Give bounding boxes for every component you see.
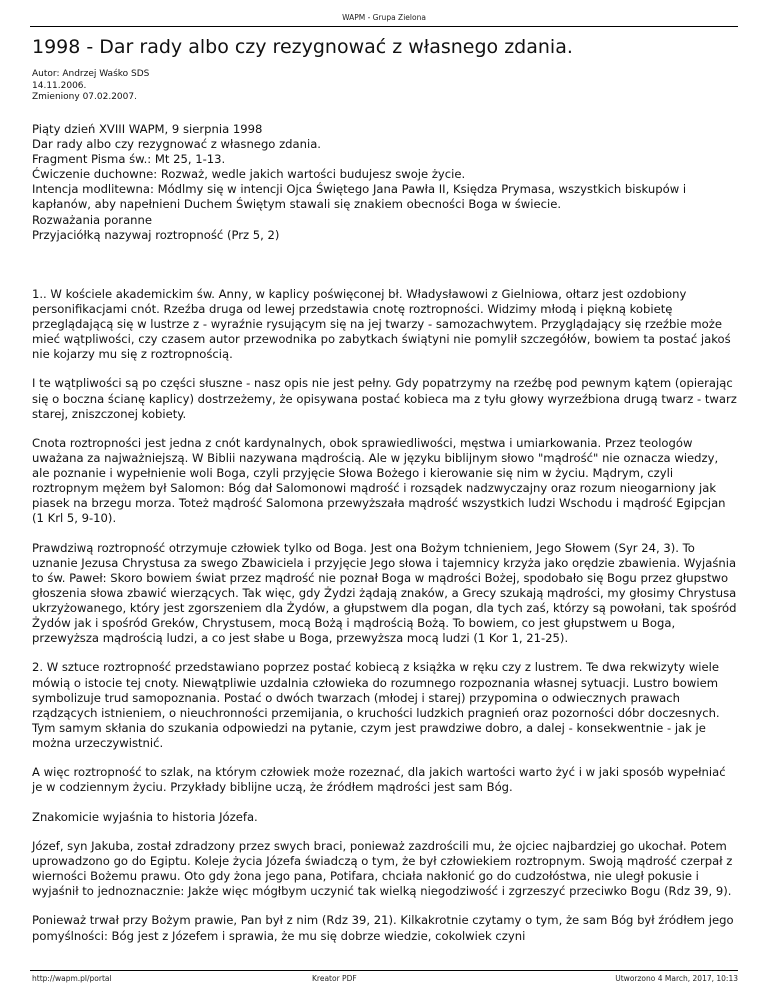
footer-url: http://wapm.pl/portal [32, 974, 112, 983]
date-line: 14.11.2006. [32, 80, 87, 91]
footer-created: Utworzono 4 March, 2017, 10:13 [615, 974, 738, 983]
body-paragraph: 1.. W kościele akademickim św. Anny, w kaplicy poświęconej bł. Władysławowi z Gielniowa, ołtarz jest ozdobiony personifikacjami cnót. Rzeźba druga od lewej przedstawia cnotę roztropności. Widzimy młodą i piękną kobietę przeglądającą się w lustrze z - wyraźnie rysującym się na jej twarzy - samozachwytem. Przyglądający się rzeźbie może mieć wątpliwości, czy czasem autor przewodnika po zabytkach świątyni nie pomylił szczegółów, bowiem ta postać jakoś nie kojarzy mu się z roztropnością. [32, 286, 731, 362]
running-header: WAPM - Grupa Zielona [342, 13, 426, 22]
footer-tool: Kreator PDF [312, 974, 357, 983]
article-body [32, 122, 738, 958]
intro-line: Piąty dzień XVIII WAPM, 9 sierpnia 1998 [32, 122, 263, 136]
intro-line: Rozważania poranne [32, 212, 153, 227]
body-paragraph: I te wątpliwości są po części słuszne - nasz opis nie jest pełny. Gdy popatrzymy na rzeźbę pod pewnym kątem (opierając się o boczna ścianę kaplicy) dostrzeżemy, że opisywana postać kobieca ma z tyłu głowy wyrzeźbiona drugą twarz - twarz starej, zniszczonej kobiety. [32, 376, 737, 421]
body-paragraph: Znakomicie wyjaśnia to historia Józefa. [32, 809, 258, 824]
body-paragraph: Józef, syn Jakuba, został zdradzony przez swych braci, ponieważ zazdrościli mu, że ojciec najbardziej go ukochał. Potem uprowadzono go do Egiptu. Koleje życia Józefa świadczą o tym, że był człowiekiem roztropnym. Swoją mądrość czerpał z wierności Bożemu prawu. Oto gdy żona jego pana, Potifara, chciała nakłonić go do cudzołóstwa, nie uległ pokusie i wyjaśnił to jednoznacznie: Jakże więc mógłbym uczynić tak wielką niegodziwość i zgrzeszyć przeciwko Bogu (Rdz 39, 9). [32, 838, 733, 899]
header-rule [30, 26, 738, 27]
body-paragraph: A więc roztropność to szlak, na którym człowiek może rozeznać, dla jakich wartości warto żyć i w jaki sposób wypełniać je w codziennym życiu. Przykłady biblijne uczą, że źródłem mądrości jest sam Bóg. [32, 765, 726, 795]
intro-line: Intencja modlitewna: Módlmy się w intencji Ojca Świętego Jana Pawła II, Księdza Prymasa, wszystkich biskupów i kapłanów, aby napełnieni Duchem Świętym stawali się znakiem obecności Boga w świecie. [32, 182, 687, 212]
body-paragraph: Prawdziwą roztropność otrzymuje człowiek tylko od Boga. Jest ona Bożym tchnieniem, Jego Słowem (Syr 24, 3). To uznanie Jezusa Chrystusa za swego Zbawiciela i przyjęcie Jego słowa i tajemnicy krzyża jako orędzie zbawienia. Wyjaśnia to św. Paweł: Skoro bowiem świat przez mądrość nie poznał Boga w mądrości Bożej, spodobało się Bogu przez głupstwo głoszenia słowa zbawić wierzących. Tak więc, gdy Żydzi żądają znaków, a Grecy szukają mądrości, my głosimy Chrystusa ukrzyżowanego, który jest zgorszeniem dla Żydów, a głupstwem dla pogan, dla tych zaś, którzy są powołani, tak spośród Żydów jak i spośród Greków, Chrystusem, mocą Bożą i mądrością Bożą. To bowiem, co jest głupstwem u Boga, przewyższa mądrością ludzi, a co jest słabe u Boga, przewyższa mocą ludzi (1 Kor 1, 21-25). [32, 540, 737, 646]
body-paragraph: Ponieważ trwał przy Bożym prawie, Pan był z nim (Rdz 39, 21). Kilkakrotnie czytamy o tym, że sam Bóg był źródłem jego pomyślności: Bóg jest z Józefem i sprawia, że mu się dobrze wiedzie, cokolwiek czyni [32, 913, 734, 943]
intro-line: Fragment Pisma św.: Mt 25, 1-13. [32, 152, 226, 167]
intro-block [32, 122, 738, 243]
body-paragraph: Cnota roztropności jest jedna z cnót kardynalnych, obok sprawiedliwości, męstwa i umiarkowania. Przez teologów uważana za najważniejszą. W Biblii nazywana mądrością. Ale w języku biblijnym słowo "mądrość" nie oznacza wiedzy, ale poznanie i wypełnienie woli Boga, czyli przyjęcie Słowa Bożego i kierowanie się nim w życiu. Mądrym, czyli roztropnym mężem był Salomon: Bóg dał Salomonowi mądrość i rozsądek nadzwyczajny oraz rozum nieogarniony jak piasek na brzegu morza. Toteż mądrość Salomona przewyższała mądrość wszystkich ludzi Wschodu i mądrość Egipcjan (1 Krl 5, 9-10). [32, 435, 726, 526]
article-meta [32, 69, 149, 104]
modified-line: Zmieniony 07.02.2007. [32, 92, 137, 102]
intro-line: Przyjaciółką nazywaj roztropność (Prz 5, 2) [32, 227, 280, 242]
body-paragraph: 2. W sztuce roztropność przedstawiano poprzez postać kobiecą z książka w ręku czy z lustrem. Te dwa rekwizyty wiele mówią o istocie tej cnoty. Niewątpliwie uzdalnia człowieka do rozumnego rozpoznania własnej sytuacji. Lustro bowiem symbolizuje trud samopoznania. Postać o dwóch twarzach (młodej i starej) przypomina o odwiecznych prawach rządzących istnieniem, o nieuchronności przemijania, o kruchości ludzkich pragnień oraz pozorności dóbr doczesnych. Tym samym skłania do szukania odpowiedzi na pytanie, czym jest prawdziwe dobro, a dalej - konsekwentnie - jak je można urzeczywistnić. [32, 660, 720, 750]
article-title: 1998 - Dar rady albo czy rezygnować z własnego zdania. [32, 36, 573, 58]
intro-line: Ćwiczenie duchowne: Rozważ, wedle jakich wartości budujesz swoje życie. [32, 167, 466, 182]
footer-rule [30, 970, 738, 971]
intro-line: Dar rady albo czy rezygnować z własnego zdania. [32, 137, 321, 152]
author-line: Autor: Andrzej Waśko SDS [32, 69, 150, 79]
